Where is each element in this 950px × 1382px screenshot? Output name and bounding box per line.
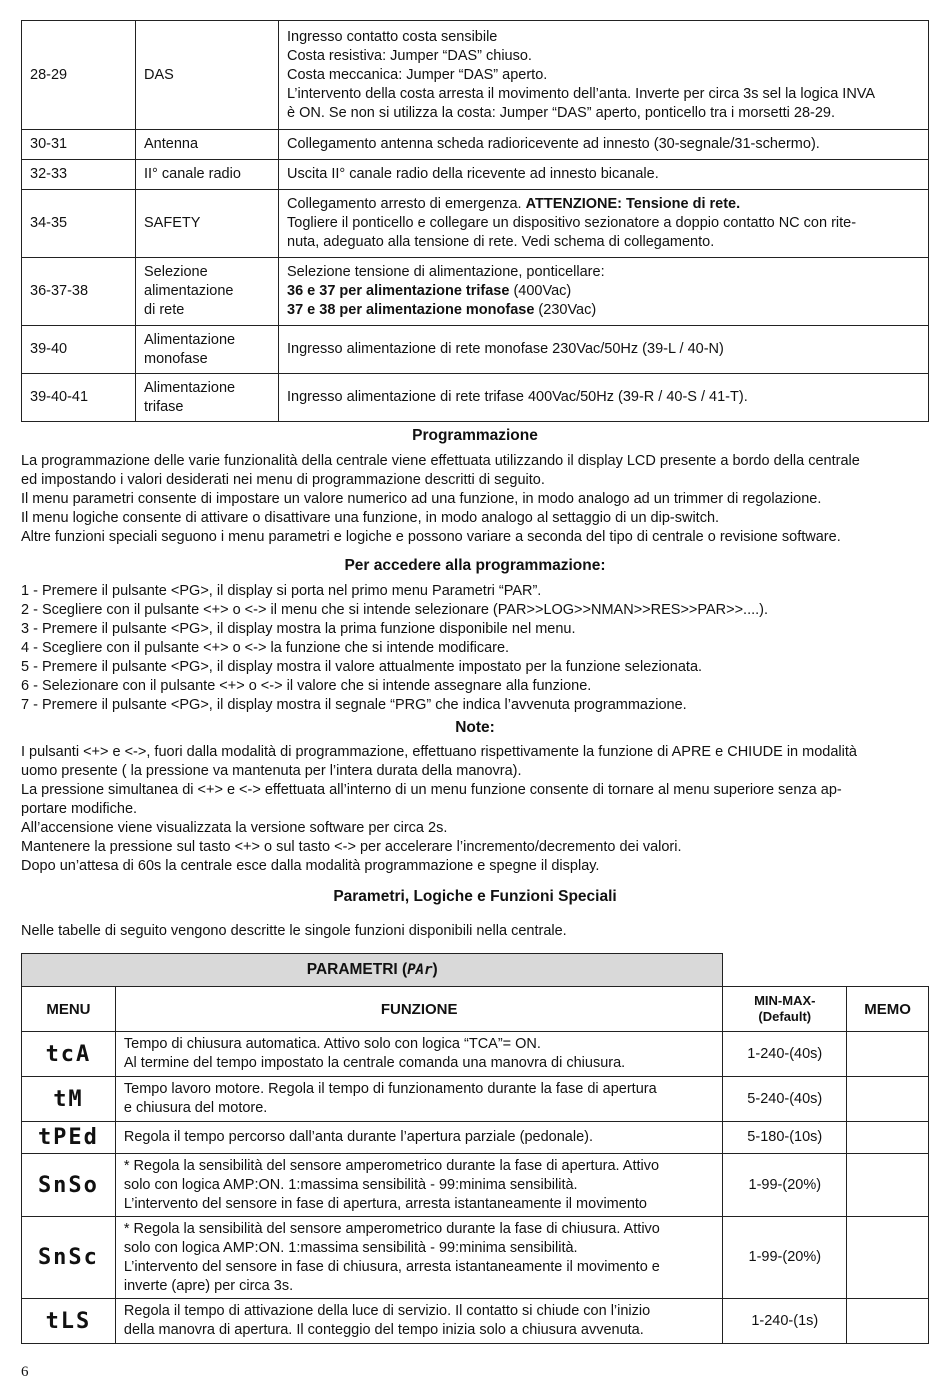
table-header-row — [22, 987, 929, 1032]
terminal-id: 30-31 — [22, 130, 136, 160]
table-row — [22, 1154, 929, 1217]
terminal-desc: Ingresso contatto costa sensibile Costa resistiva: Jumper “DAS” chiuso. Costa meccanica: Jumper “DAS” aperto. L’intervento della costa arresta il movimento dell’anta. Inverte per circa 3s sel la logica INVA è ON. Se non si utilizza la costa: Jumper “DAS” aperto, ponticello tra i morsetti 28-29. — [279, 21, 929, 130]
terminal-id: 28-29 — [22, 21, 136, 130]
col-header-funzione: FUNZIONE — [115, 987, 723, 1032]
memo-cell — [847, 1299, 929, 1344]
param-range: 1-240-(1s) — [723, 1299, 847, 1344]
par-code-label: PAr — [407, 962, 433, 978]
lcd-code: SnSc — [22, 1217, 116, 1299]
param-desc: Tempo lavoro motore. Regola il tempo di funzionamento durante la fase di apertura e chiusura del motore. — [115, 1077, 723, 1122]
param-range: 1-99-(20%) — [723, 1154, 847, 1217]
section-title-parametri: Parametri, Logiche e Funzioni Speciali — [333, 888, 617, 905]
parameters-table — [21, 953, 929, 1344]
terminal-name: Antenna — [136, 130, 279, 160]
table-row — [22, 258, 929, 326]
terminal-desc: Collegamento arresto di emergenza. ATTENZIONE: Tensione di rete. Togliere il ponticello e collegare un dispositivo sezionatore a doppio contatto NC con rite- nuta, adeguato alla tensione di rete. Vedi schema di collegamento. — [279, 190, 929, 258]
col-header-memo: MEMO — [847, 987, 929, 1032]
param-desc: * Regola la sensibilità del sensore amperometrico durante la fase di chiusura. Attivo solo con logica AMP:ON. 1:massima sensibilità - 99:minima sensibilità. L’intervento del sensore in fase di chiusura, arresta istantaneamente il movimento e inverte (apre) per circa 3s. — [115, 1217, 723, 1299]
terminal-desc: Ingresso alimentazione di rete trifase 400Vac/50Hz (39-R / 40-S / 41-T). — [279, 374, 929, 422]
table-row — [22, 21, 929, 130]
col-header-minmax: MIN-MAX- (Default) — [723, 987, 847, 1032]
terminal-table — [21, 20, 929, 422]
table-row — [22, 1077, 929, 1122]
table-row — [22, 1122, 929, 1154]
list-item: 4 - Scegliere con il pulsante <+> o <-> la funzione che si intende modificare. — [21, 640, 510, 656]
terminal-name: II° canale radio — [136, 160, 279, 190]
terminal-name: Selezione alimentazione di rete — [136, 258, 279, 326]
page-number: 6 — [21, 1364, 29, 1380]
param-range: 1-99-(20%) — [723, 1217, 847, 1299]
table-title-row — [22, 954, 929, 987]
terminal-desc: Collegamento antenna scheda radioricevente ad innesto (30-segnale/31-schermo). — [279, 130, 929, 160]
table-row — [22, 1299, 929, 1344]
table-row — [22, 374, 929, 422]
terminal-name: SAFETY — [136, 190, 279, 258]
terminal-name: Alimentazione monofase — [136, 326, 279, 374]
memo-cell — [847, 1217, 929, 1299]
list-item: 5 - Premere il pulsante <PG>, il display mostra il valore attualmente impostato per la funzione selezionata. — [21, 659, 703, 675]
section-title-programmazione: Programmazione — [412, 427, 538, 444]
parametri-intro: Nelle tabelle di seguito vengono descritte le singole funzioni disponibili nella centrale. — [21, 923, 567, 939]
terminal-id: 36-37-38 — [22, 258, 136, 326]
param-range: 1-240-(40s) — [723, 1032, 847, 1077]
col-header-menu: MENU — [22, 987, 116, 1032]
list-item: 1 - Premere il pulsante <PG>, il display si porta nel primo menu Parametri “PAR”. — [21, 583, 542, 599]
list-item: 6 - Selezionare con il pulsante <+> o <-> il valore che si intende assegnare alla funzione. — [21, 678, 592, 694]
memo-cell — [847, 1122, 929, 1154]
table-row — [22, 326, 929, 374]
list-item: 7 - Premere il pulsante <PG>, il display mostra il segnale “PRG” che indica l’avvenuta programmazione. — [21, 697, 687, 713]
accesso-steps — [21, 582, 933, 715]
param-range: 5-240-(40s) — [723, 1077, 847, 1122]
terminal-name: DAS — [136, 21, 279, 130]
memo-cell — [847, 1154, 929, 1217]
lcd-code: tcA — [22, 1032, 116, 1077]
table-row — [22, 130, 929, 160]
param-desc: * Regola la sensibilità del sensore amperometrico durante la fase di apertura. Attivo solo con logica AMP:ON. 1:massima sensibilità - 99:minima sensibilità. L’intervento del sensore in fase di apertura, arresta istantaneamente il movimento — [115, 1154, 723, 1217]
terminal-id: 39-40 — [22, 326, 136, 374]
param-desc: Tempo di chiusura automatica. Attivo solo con logica “TCA”= ON. Al termine del tempo impostato la centrale comanda una manovra di chiusura. — [115, 1032, 723, 1077]
memo-cell — [847, 1032, 929, 1077]
terminal-id: 34-35 — [22, 190, 136, 258]
table-row — [22, 1217, 929, 1299]
note-text: I pulsanti <+> e <->, fuori dalla modalità di programmazione, effettuano rispettivamente la funzione di APRE e CHIUDE in modalità uomo presente ( la pressione va mantenuta per l’intera durata della manovra). La pressione simultanea di <+> e <-> effettuata all’interno di un menu funzione consente di tornare al menu superiore senza ap- portare modifiche. All’accensione viene visualizzata la versione software per circa 2s. Mantenere la pressione sul tasto <+> o sul tasto <-> per accelerare l’incremento/decremento dei valori. Dopo un’attesa di 60s la centrale esce dalla modalità programmazione e spegne il display. — [21, 744, 857, 874]
section-title-note: Note: — [455, 719, 495, 736]
terminal-desc: Ingresso alimentazione di rete monofase 230Vac/50Hz (39-L / 40-N) — [279, 326, 929, 374]
table-row — [22, 1032, 929, 1077]
terminal-name: Alimentazione trifase — [136, 374, 279, 422]
param-desc: Regola il tempo di attivazione della luce di servizio. Il contatto si chiude con l’inizio della manovra di apertura. Il conteggio del tempo inizia solo a chiusura avvenuta. — [115, 1299, 723, 1344]
programmazione-text: La programmazione delle varie funzionalità della centrale viene effettuata utilizzando il display LCD presente a bordo della centrale ed impostando i valori desiderati nei menu di programmazione descritti di seguito. Il menu parametri consente di impostare un valore numerico ad una funzione, in modo analogo ad un trimmer di regolazione. Il menu logiche consente di attivare o disattivare una funzione, in modo analogo al settaggio di un dip-switch. Altre funzioni speciali seguono i menu parametri e logiche e possono variare a seconda del tipo di centrale o revisione software. — [21, 453, 860, 545]
terminal-id: 39-40-41 — [22, 374, 136, 422]
parameters-table-title: PARAMETRI (PAr) — [22, 954, 723, 987]
param-desc: Regola il tempo percorso dall’anta durante l’apertura parziale (pedonale). — [115, 1122, 723, 1154]
memo-cell — [847, 1077, 929, 1122]
terminal-desc: Uscita II° canale radio della ricevente ad innesto bicanale. — [279, 160, 929, 190]
terminal-desc: Selezione tensione di alimentazione, ponticellare: 36 e 37 per alimentazione trifase (400Vac) 37 e 38 per alimentazione monofase (230Vac) — [279, 258, 929, 326]
list-item: 2 - Scegliere con il pulsante <+> o <-> il menu che si intende selezionare (PAR>>LOG>>NMAN>>RES>>PAR>>....). — [21, 602, 769, 618]
lcd-code: tPEd — [22, 1122, 116, 1154]
table-row — [22, 190, 929, 258]
lcd-code: SnSo — [22, 1154, 116, 1217]
terminal-id: 32-33 — [22, 160, 136, 190]
lcd-code: tM — [22, 1077, 116, 1122]
lcd-code: tLS — [22, 1299, 116, 1344]
param-range: 5-180-(10s) — [723, 1122, 847, 1154]
list-item: 3 - Premere il pulsante <PG>, il display mostra la prima funzione disponibile nel menu. — [21, 621, 576, 637]
section-title-accesso: Per accedere alla programmazione: — [344, 557, 606, 574]
table-row — [22, 160, 929, 190]
